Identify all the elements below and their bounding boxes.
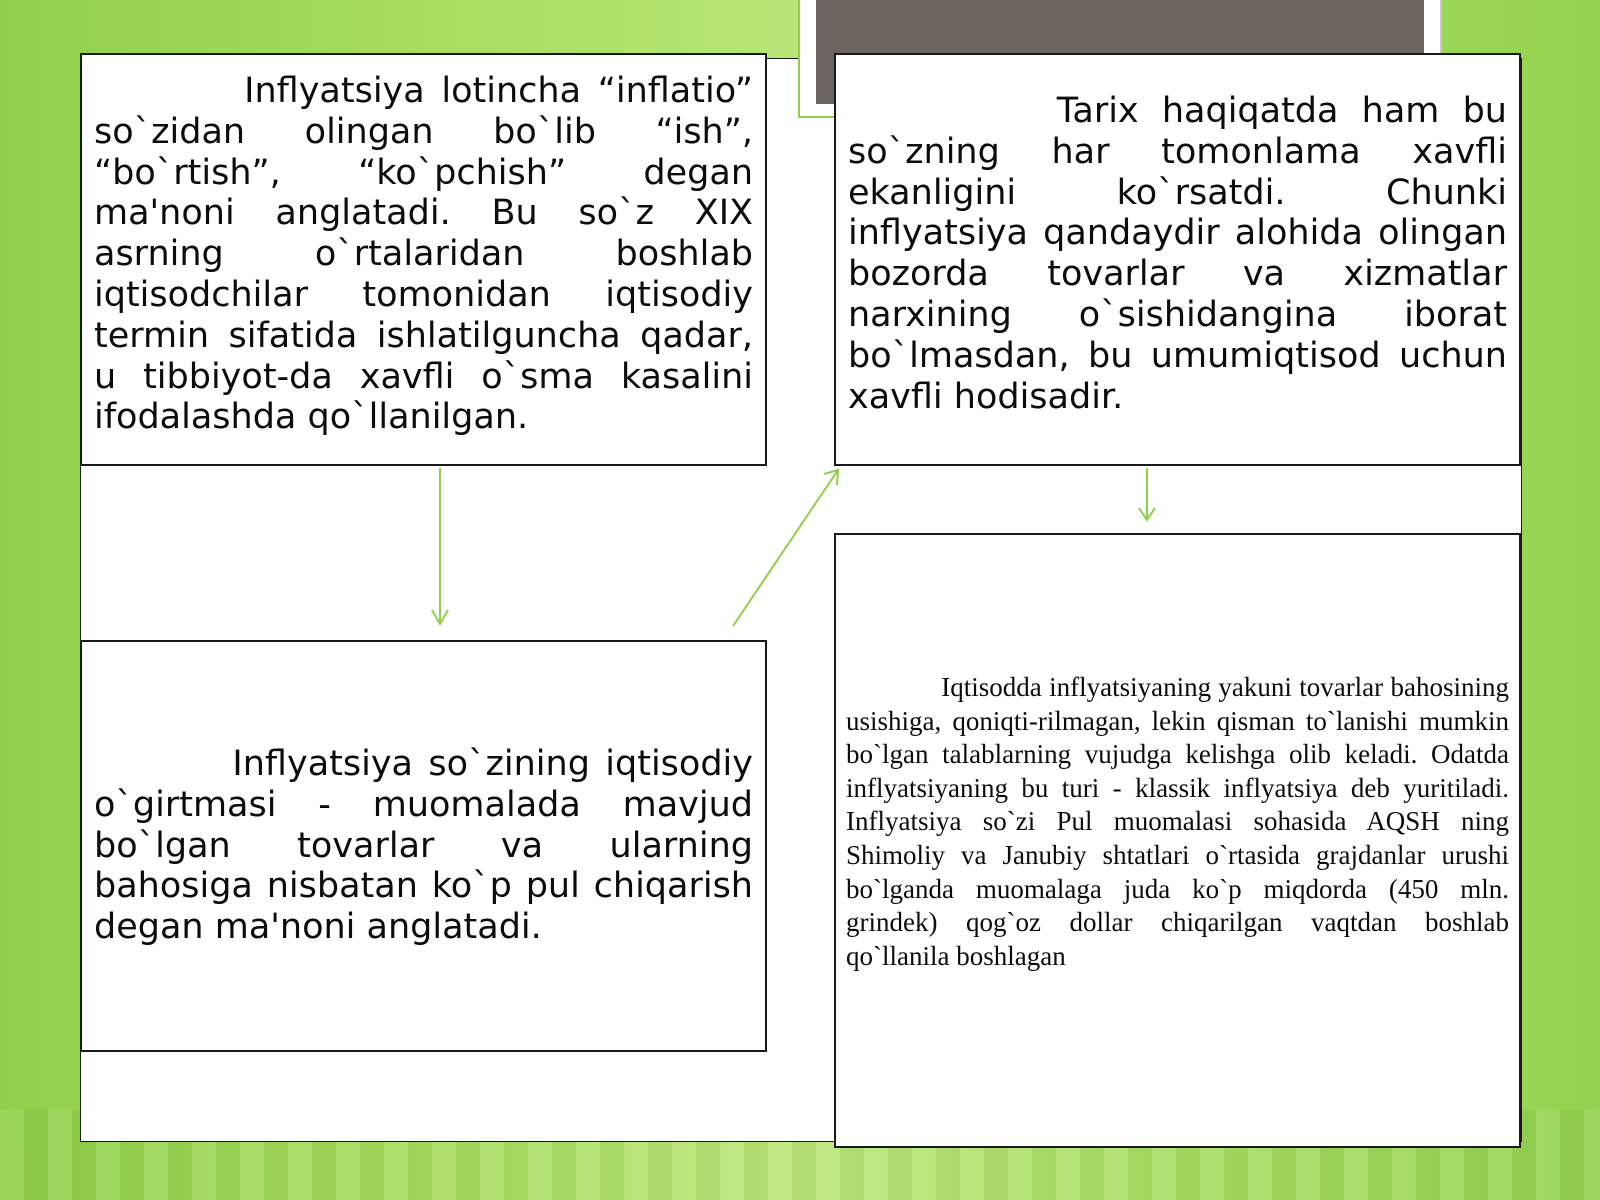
definition-origin-box — [80, 53, 767, 466]
history-danger-text: Tarix haqiqatda ham bu so`zning har tomonlama xavfli ekanligini ko`rsatdi. Chunki inflyatsiya qandaydir alohida olingan bozorda tovarlar va xizmatlar narxining o`sishidangina iborat bo`lmasdan, bu umumiqtisod uchun xavfli hodisadir. — [848, 91, 1519, 417]
history-danger-box — [834, 53, 1521, 466]
classic-inflation-text: Iqtisodda inflyatsiyaning yakuni tovarlar bahosining usishiga, qoniqti-rilmagan, lekin qisman to`lanishi mumkin bo`lgan talablarning vujudga kelishga olib keladi. Odatda inflyatsiyaning bu turi - klassik inflyatsiya deb yuritiladi. Inflyatsiya so`zi Pul muomalasi sohasida AQSH ning Shimoliy va Janubiy shtatlari o`rtasida grajdanlar urushi bo`lganda muomalaga juda ko`p miqdorda (450 mln. grindek) qog`oz dollar chiqarilgan vaqtdan boshlab qo`llanila boshlagan — [846, 672, 1516, 971]
definition-origin-text: Inflyatsiya lotincha “inflatio” so`zidan olingan bo`lib “ish”, “bo`rtish”, “ko`pchish” degan ma'noni anglatadi. Bu so`z XIX asrning o`rtalaridan boshlab iqtisodchilar tomonidan iqtisodiy termin sifatida ishlatilguncha qadar, u tibbiyot-da xavfli o`sma kasalini ifodalashda qo`llanilgan. — [94, 71, 765, 438]
economic-meaning-text: Inflyatsiya so`zining iqtisodiy o`girtmasi - muomalada mavjud bo`lgan tovarlar va ularning bahosiga nisbatan ko`p pul chiqarish degan ma'noni anglatadi. — [94, 744, 765, 948]
economic-meaning-box — [80, 640, 767, 1052]
classic-inflation-box — [834, 533, 1521, 1148]
